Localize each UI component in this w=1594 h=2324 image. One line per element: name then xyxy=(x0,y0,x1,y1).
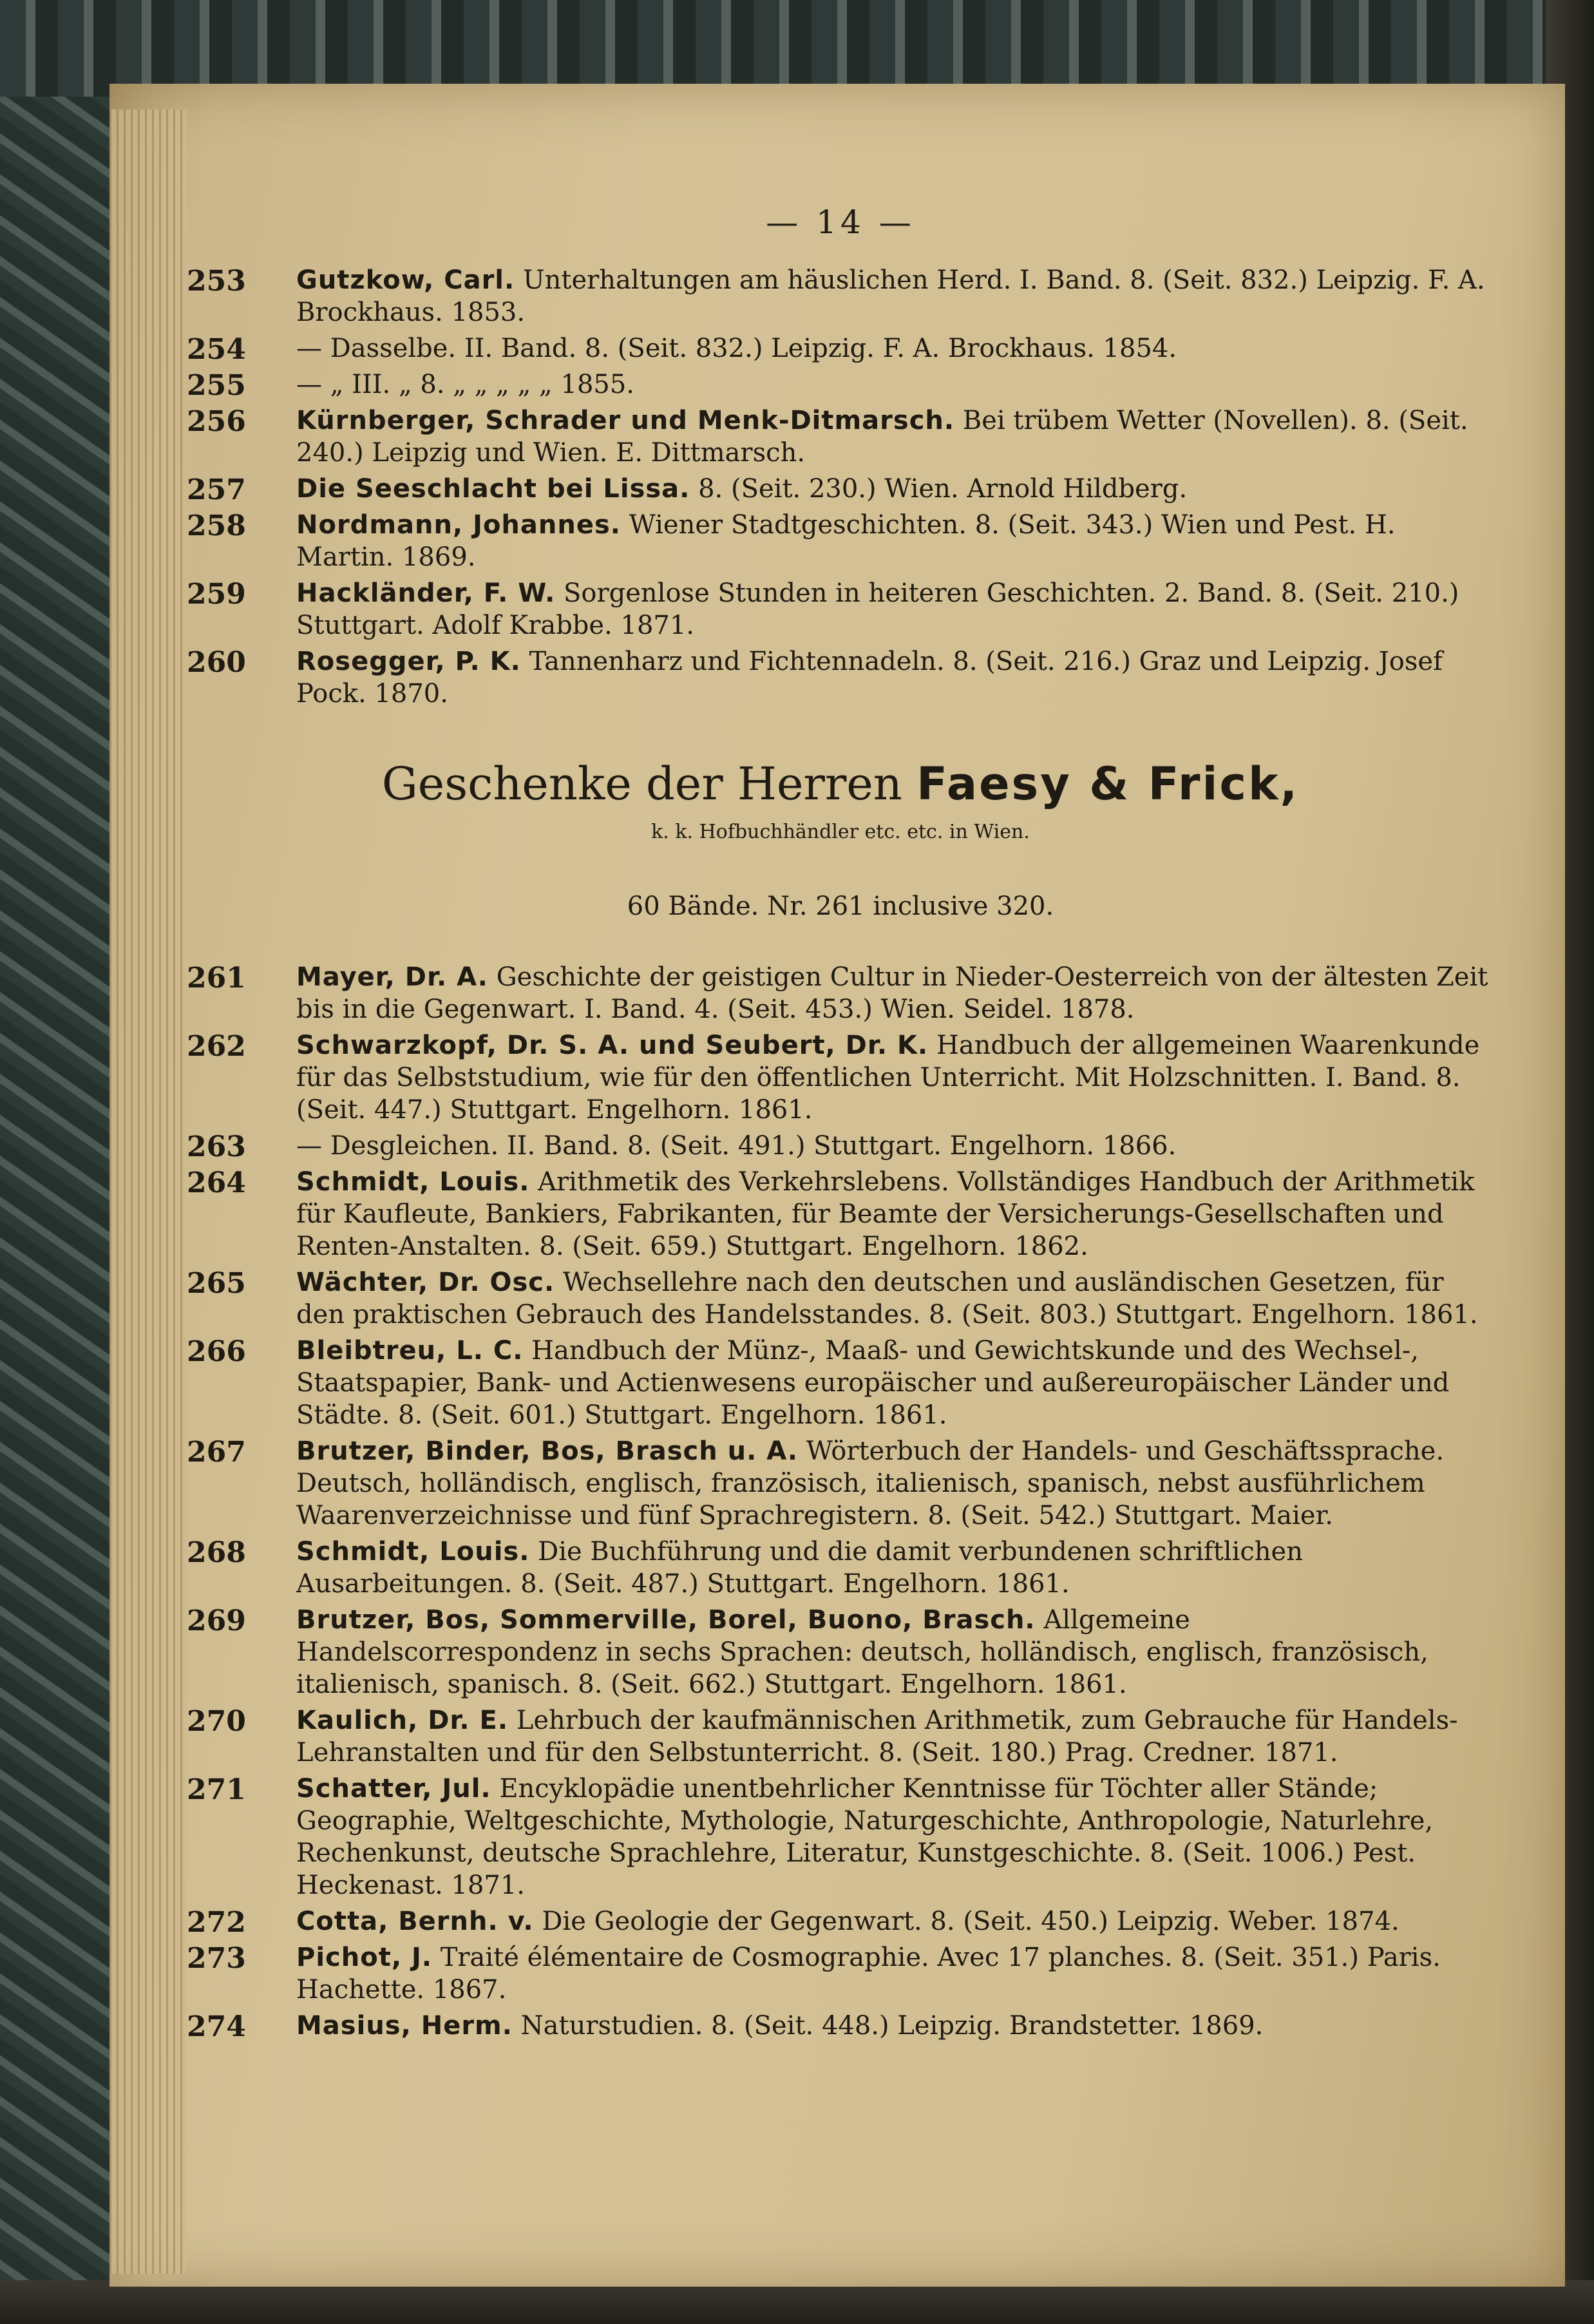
entry-author: Kürnberger, Schrader und Menk-Ditmarsch. xyxy=(296,406,955,435)
section-title xyxy=(187,755,1494,813)
entry-text: Die Buchführung und die damit verbundenen schriftlichen Ausarbeitungen. 8. (Seit. 487.) Stuttgart. Engelhorn. 1861. xyxy=(296,1537,1303,1599)
catalog-entry xyxy=(187,509,1494,573)
entry-author: Bleibtreu, L. C. xyxy=(296,1336,524,1366)
catalog-entry xyxy=(187,1130,1494,1162)
entry-text: Sorgenlose Stunden in heiteren Geschichten. 2. Band. 8. (Seit. 210.) Stuttgart. Adolf Krabbe. 1871. xyxy=(296,578,1459,640)
catalog-entry xyxy=(187,1604,1494,1700)
page-edges xyxy=(109,110,187,2274)
entry-text: Allgemeine Handelscorrespondenz in sechs Sprachen: deutsch, holländisch, englisch, französisch, italienisch, spanisch. 8. (Seit. 662.) Stuttgart. Engelhorn. 1861. xyxy=(296,1605,1428,1699)
entry-text: Bei trübem Wetter (Novellen). 8. (Seit. 240.) Leipzig und Wien. E. Dittmarsch. xyxy=(296,406,1468,468)
entry-number: 255 xyxy=(187,369,246,402)
entry-text: — Dasselbe. II. Band. 8. (Seit. 832.) Leipzig. F. A. Brockhaus. 1854. xyxy=(296,334,1177,363)
catalog-entry xyxy=(187,577,1494,642)
entry-text: Die Geologie der Gegenwart. 8. (Seit. 450.) Leipzig. Weber. 1874. xyxy=(542,1907,1399,1936)
catalog-entry xyxy=(187,264,1494,329)
catalog-entry xyxy=(187,1029,1494,1126)
entry-text: Handbuch der allgemeinen Waarenkunde für das Selbststudium, wie für den öffentlichen Unterricht. Mit Holzschnitten. I. Band. 8. (Seit. 447.) Stuttgart. Engelhorn. 1861. xyxy=(296,1031,1480,1125)
cover-top-band xyxy=(0,0,1594,97)
entry-number: 269 xyxy=(187,1605,246,1637)
catalog-entry xyxy=(187,473,1494,505)
entry-number: 257 xyxy=(187,473,246,506)
entry-number: 258 xyxy=(187,510,246,542)
entry-number: 254 xyxy=(187,333,246,366)
catalog-entry xyxy=(187,961,1494,1025)
catalog-entries-top xyxy=(187,264,1494,710)
entry-text: — Desgleichen. II. Band. 8. (Seit. 491.) Stuttgart. Engelhorn. 1866. xyxy=(296,1131,1177,1161)
entry-author: Masius, Herm. xyxy=(296,2011,513,2041)
entry-text: 8. (Seit. 230.) Wien. Arnold Hildberg. xyxy=(698,474,1188,504)
entry-text: Tannenharz und Fichtennadeln. 8. (Seit. 216.) Graz und Leipzig. Josef Pock. 1870. xyxy=(296,647,1443,709)
entry-number: 270 xyxy=(187,1705,246,1738)
entry-author: Schmidt, Louis. xyxy=(296,1167,530,1197)
catalog-entry xyxy=(187,1435,1494,1532)
entry-text: Encyklopädie unentbehrlicher Kenntnisse für Töchter aller Stände; Geographie, Weltgeschichte, Mythologie, Naturgeschichte, Anthropologie, Naturlehre, Rechenkunst, deutsche Sprachlehre, Literatur, Kunstgeschichte. 8. (Seit. 1006.) Pest. Heckenast. 1871. xyxy=(296,1774,1434,1900)
section-range: 60 Bände. Nr. 261 inclusive 320. xyxy=(627,891,1054,921)
entry-number: 274 xyxy=(187,2010,246,2043)
entry-text: Naturstudien. 8. (Seit. 448.) Leipzig. Brandstetter. 1869. xyxy=(520,2011,1264,2041)
entry-author: Kaulich, Dr. E. xyxy=(296,1706,509,1735)
entry-text: Arithmetik des Verkehrslebens. Vollständiges Handbuch der Arithmetik für Kaufleute, Bankiers, Fabrikanten, für Beamte der Versicherungs-Gesellschaften und Renten-Anstalten. 8. (Seit. 659.) Stuttgart. Engelhorn. 1862. xyxy=(296,1167,1475,1261)
entry-author: Schatter, Jul. xyxy=(296,1774,491,1804)
entry-number: 256 xyxy=(187,405,246,438)
entry-author: Mayer, Dr. A. xyxy=(296,962,488,992)
catalog-entry xyxy=(187,1266,1494,1331)
catalog-entry xyxy=(187,1335,1494,1431)
catalog-entry xyxy=(187,1773,1494,1901)
entry-number: 272 xyxy=(187,1906,246,1939)
page-number: — 14 — xyxy=(766,204,915,241)
entry-number: 265 xyxy=(187,1267,246,1300)
entry-number: 263 xyxy=(187,1130,246,1163)
catalog-entry xyxy=(187,332,1494,365)
entry-author: Rosegger, P. K. xyxy=(296,647,521,676)
page-text-block xyxy=(187,110,1494,2046)
entry-text: Wechsellehre nach den deutschen und ausländischen Gesetzen, für den praktischen Gebrauch des Handelsstandes. 8. (Seit. 803.) Stuttgart. Engelhorn. 1861. xyxy=(296,1268,1478,1329)
cover-bottom-band xyxy=(0,2280,1594,2324)
catalog-entry xyxy=(187,1166,1494,1262)
entry-author: Cotta, Bernh. v. xyxy=(296,1907,534,1936)
catalog-entry xyxy=(187,1704,1494,1769)
catalog-entry xyxy=(187,2010,1494,2042)
entry-text: Traité élémentaire de Cosmographie. Avec 17 planches. 8. (Seit. 351.) Paris. Hachette. 1867. xyxy=(296,1943,1441,2005)
entry-number: 264 xyxy=(187,1167,246,1199)
entry-number: 268 xyxy=(187,1536,246,1569)
entry-number: 271 xyxy=(187,1773,246,1806)
entry-text: Unterhaltungen am häuslichen Herd. I. Band. 8. (Seit. 832.) Leipzig. F. A. Brockhaus. 1853. xyxy=(296,265,1485,327)
section-title-prefix: Geschenke der Herren xyxy=(381,757,902,810)
entry-author: Schwarzkopf, Dr. S. A. und Seubert, Dr. K. xyxy=(296,1031,929,1060)
entry-author: Nordmann, Johannes. xyxy=(296,510,621,540)
entry-number: 273 xyxy=(187,1942,246,1975)
entry-author: Pichot, J. xyxy=(296,1943,433,1972)
entry-text: Handbuch der Münz-, Maaß- und Gewichtskunde und des Wechsel-, Staatspapier, Bank- und Actienwesens europäischer und außereuropäischer Länder und Städte. 8. (Seit. 601.) Stuttgart. Engelhorn. 1861. xyxy=(296,1336,1450,1430)
entry-text: — „ III. „ 8. „ „ „ „ „ 1855. xyxy=(296,370,634,399)
catalog-entry xyxy=(187,645,1494,710)
catalog-entry xyxy=(187,405,1494,469)
entry-author: Schmidt, Louis. xyxy=(296,1537,530,1567)
entry-text: Geschichte der geistigen Cultur in Nieder-Oesterreich von der ältesten Zeit bis in die Gegenwart. I. Band. 4. (Seit. 453.) Wien. Seidel. 1878. xyxy=(296,962,1488,1024)
section-title-firm: Faesy & Frick, xyxy=(916,757,1300,810)
catalog-entry xyxy=(187,368,1494,401)
entry-author: Wächter, Dr. Osc. xyxy=(296,1268,555,1297)
entry-number: 266 xyxy=(187,1335,246,1368)
entry-number: 253 xyxy=(187,265,246,298)
catalog-entries-bottom xyxy=(187,961,1494,2042)
entry-author: Gutzkow, Carl. xyxy=(296,265,515,295)
entry-text: Wiener Stadtgeschichten. 8. (Seit. 343.) Wien und Pest. H. Martin. 1869. xyxy=(296,510,1396,572)
entry-author: Hackländer, F. W. xyxy=(296,578,556,608)
catalog-entry xyxy=(187,1905,1494,1938)
entry-author: Brutzer, Bos, Sommerville, Borel, Buono, Brasch. xyxy=(296,1605,1036,1635)
entry-text: Lehrbuch der kaufmännischen Arithmetik, zum Gebrauche für Handels-Lehranstalten und für den Selbstunterricht. 8. (Seit. 180.) Prag. Credner. 1871. xyxy=(296,1706,1458,1767)
entry-number: 267 xyxy=(187,1436,246,1469)
entry-number: 262 xyxy=(187,1030,246,1063)
catalog-entry xyxy=(187,1941,1494,2006)
entry-text: Wörterbuch der Handels- und Geschäftssprache. Deutsch, holländisch, englisch, französisch, italienisch, spanisch, nebst ausführlichem Waarenverzeichnisse und fünf Sprachregistern. 8. (Seit. 542.) Stuttgart. Maier. xyxy=(296,1436,1445,1530)
entry-author: Brutzer, Binder, Bos, Brasch u. A. xyxy=(296,1436,799,1466)
catalog-entry xyxy=(187,1536,1494,1600)
section-subtitle: k. k. Hofbuchhändler etc. etc. in Wien. xyxy=(651,821,1030,843)
entry-number: 261 xyxy=(187,962,246,995)
entry-number: 259 xyxy=(187,578,246,611)
entry-author: Die Seeschlacht bei Lissa. xyxy=(296,474,690,504)
entry-number: 260 xyxy=(187,646,246,679)
